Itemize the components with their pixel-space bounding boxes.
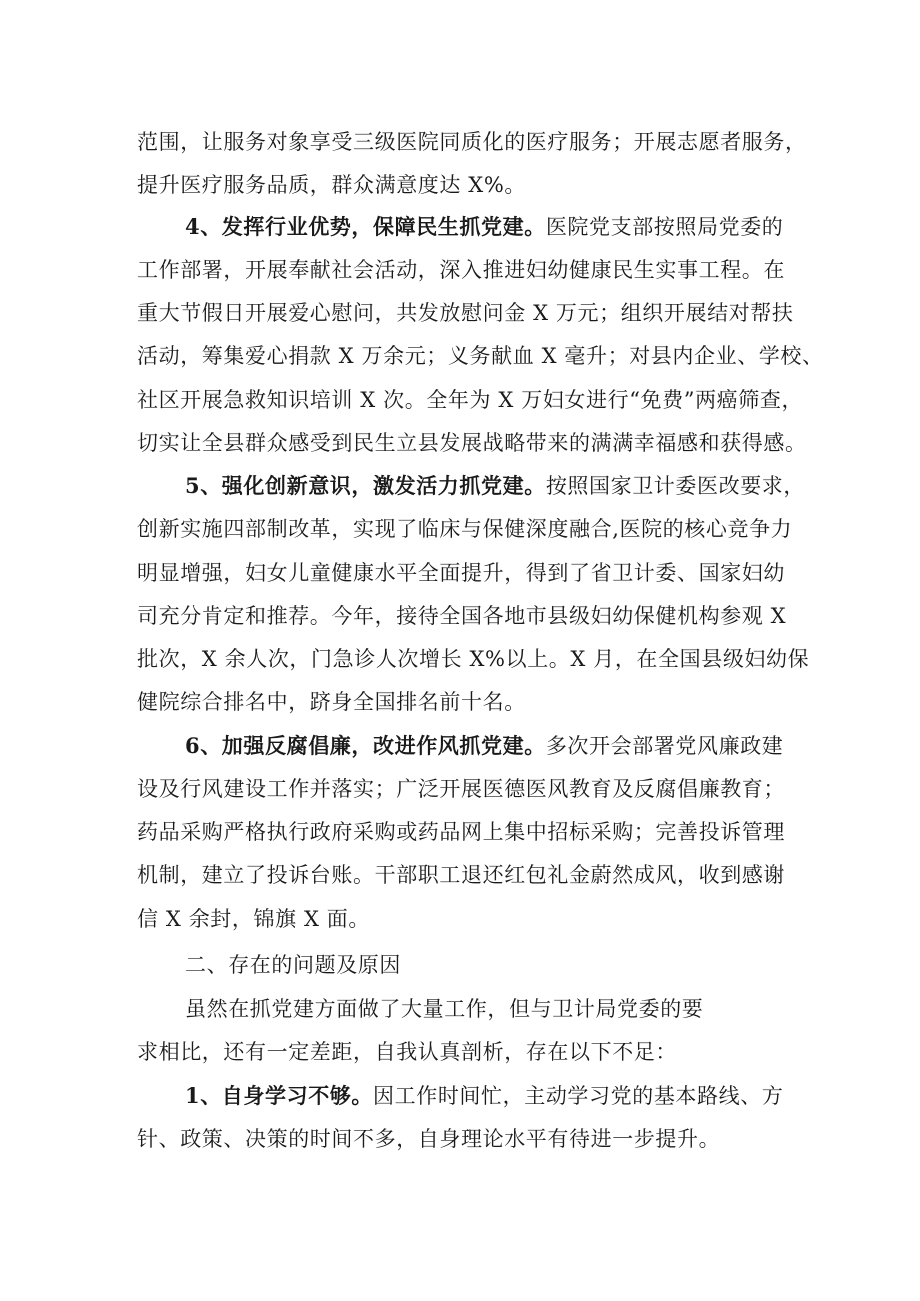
- p2-line4: 活动，筹集爱心捐款 X 万余元；义务献血 X 毫升；对县内企业、学校、: [137, 344, 824, 368]
- p5-line2: 求相比，还有一定差距，自我认真剖析，存在以下不足：: [137, 1040, 677, 1064]
- p2-line3: 重大节假日开展爱心慰问，共发放慰问金 X 万元；组织开展结对帮扶: [137, 301, 794, 325]
- p1-line2: 提升医疗服务品质，群众满意度达 X%。: [137, 173, 526, 197]
- p4-line1: [185, 734, 783, 758]
- p2-heading: 4、发挥行业优势，保障民生抓党建。: [185, 214, 546, 239]
- p2-line5: 社区开展急救知识培训 X 次。全年为 X 万妇女进行“免费”两癌筛查，: [137, 388, 804, 412]
- p4-line4: 机制，建立了投诉台账。干部职工退还红包礼金蔚然成风，收到感谢: [137, 863, 785, 887]
- p2-line1-rest: 医院党支部按照局党委的: [545, 215, 784, 239]
- p3-line1-rest: 按照国家卫计委医改要求，: [545, 474, 806, 498]
- p4-line5: 信 X 余封，锦旗 X 面。: [137, 907, 371, 931]
- p2-line6: 切实让全县群众感受到民生立县发展战略带来的满满幸福感和获得感。: [137, 431, 807, 455]
- p3-line3: 明显增强，妇女儿童健康水平全面提升，得到了省卫计委、国家妇幼: [137, 561, 785, 585]
- p6-line2: 针、政策、决策的时间不多，自身理论水平有待进一步提升。: [137, 1127, 721, 1151]
- p6-line1: [185, 1084, 783, 1108]
- p4-line3: 药品采购严格执行政府采购或药品网上集中招标采购；完善投诉管理: [137, 820, 785, 844]
- p2-line1: [185, 215, 783, 239]
- p2-line2: 工作部署，开展奉献社会活动，深入推进妇幼健康民生实事工程。在: [137, 258, 785, 282]
- p5-line1: 虽然在抓党建方面做了大量工作，但与卫计局党委的要: [185, 997, 704, 1021]
- section2-title: 二、存在的问题及原因: [185, 953, 401, 977]
- p1-line1: 范围，让服务对象享受三级医院同质化的医疗服务；开展志愿者服务，: [137, 130, 807, 154]
- p6-heading: 1、自身学习不够。: [185, 1083, 374, 1108]
- p3-line5: 批次，X 余人次，门急诊人次增长 X%以上。X 月，在全国县级妇幼保: [137, 647, 810, 671]
- p4-heading: 6、加强反腐倡廉，改进作风抓党建。: [185, 733, 546, 758]
- p4-line1-rest: 多次开会部署党风廉政建: [545, 734, 784, 758]
- p6-line1-rest: 因工作时间忙，主动学习党的基本路线、方: [373, 1084, 784, 1108]
- p4-line2: 设及行风建设工作并落实；广泛开展医德医风教育及反腐倡廉教育；: [137, 777, 785, 801]
- p3-line1: [185, 474, 805, 498]
- p3-line4: 司充分肯定和推荐。今年，接待全国各地市县级妇幼保健机构参观 X: [137, 604, 787, 628]
- p3-heading: 5、强化创新意识，激发活力抓党建。: [185, 473, 546, 498]
- p3-line6: 健院综合排名中，跻身全国排名前十名。: [137, 690, 526, 714]
- p3-line2: 创新实施四部制改革，实现了临床与保健深度融合,医院的核心竞争力: [137, 517, 793, 541]
